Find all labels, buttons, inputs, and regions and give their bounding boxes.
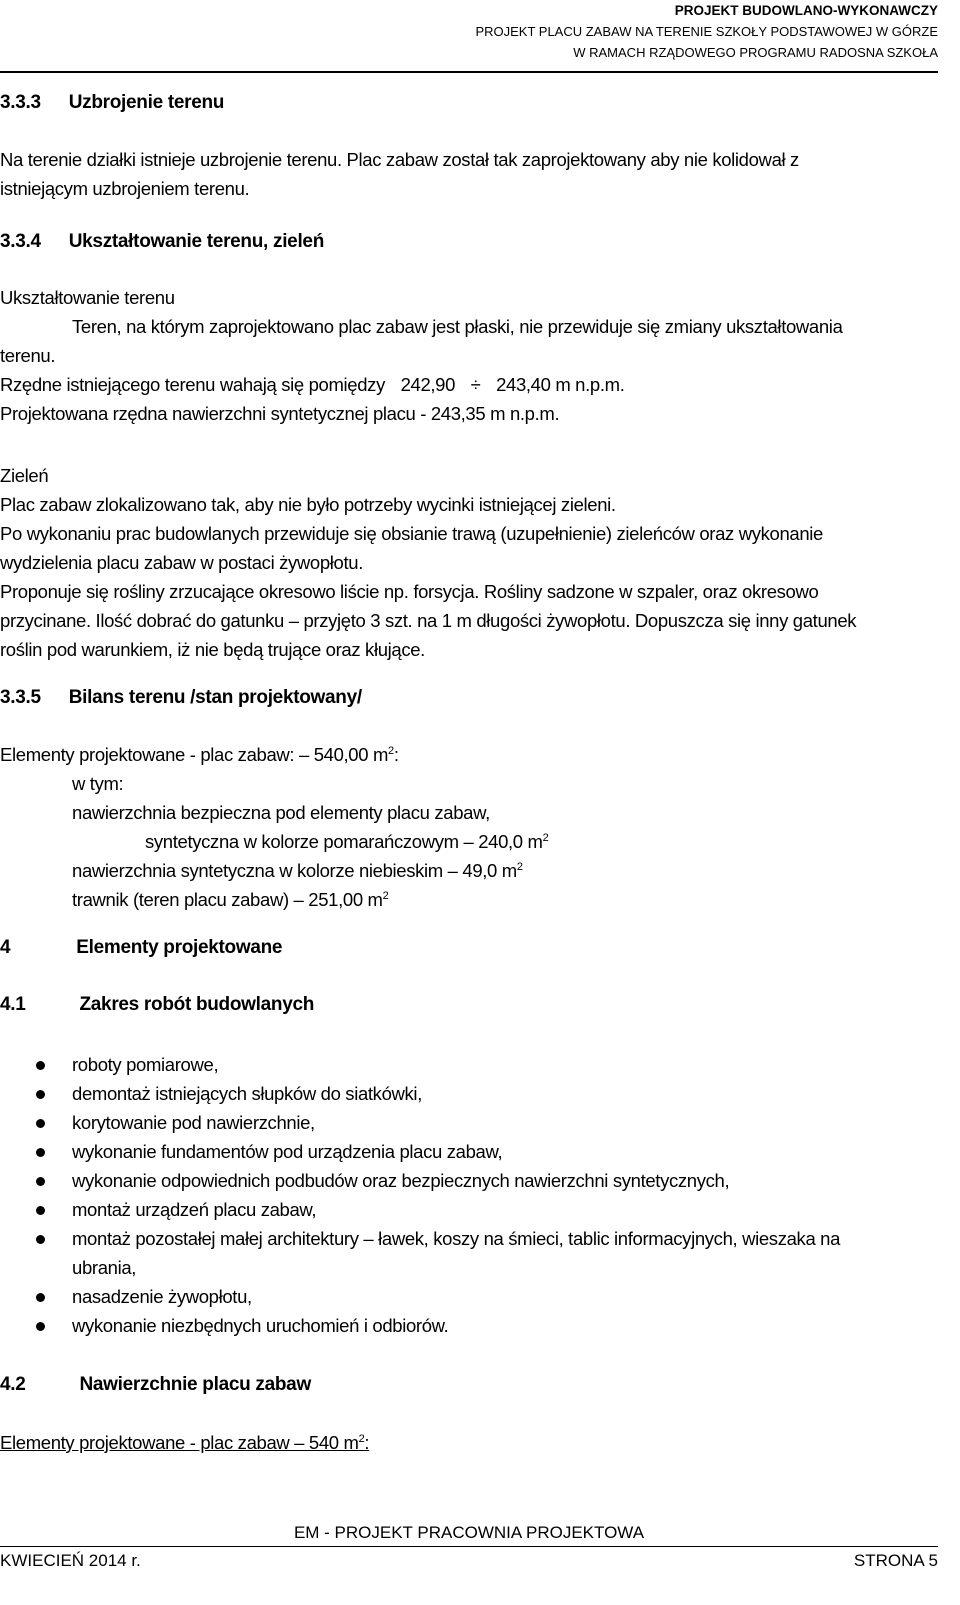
balance-total: Elementy projektowane - plac zabaw: – 540,00 $m^2$: (0, 744, 399, 765)
section-3-3-4-body (0, 283, 940, 664)
list-item: demontaż istniejących słupków do siatkówki, (0, 1079, 940, 1108)
section-3-3-5-heading (0, 687, 362, 709)
paragraph-line: terenu. (0, 345, 56, 366)
paragraph-line: istniejącym uzbrojeniem terenu. (0, 178, 250, 199)
footer-page-number: STRONA 5 (853, 1551, 938, 1570)
section-number: 4.1 (0, 994, 26, 1015)
bullet-icon (36, 1206, 45, 1215)
list-item: nasadzenie żywopłotu, (0, 1282, 940, 1311)
paragraph-line: Teren, na którym zaprojektowano plac zabaw jest płaski, nie przewiduje się zmiany ukształtowania (72, 316, 843, 337)
land-balance (0, 740, 940, 914)
paragraph-line: przycinane. Ilość dobrać do gatunku – przyjęto 3 szt. na 1 m długości żywopłotu. Dopuszcza się inny gatunek (0, 610, 857, 631)
header-line-1: PROJEKT BUDOWLANO-WYKONAWCZY (674, 3, 938, 18)
works-list (0, 1050, 940, 1340)
header-divider (0, 71, 938, 73)
balance-item: syntetyczna w kolorze pomarańczowym – 240,0 $m^2$ (145, 831, 549, 852)
section-title: Ukształtowanie terenu, zieleń (68, 231, 324, 252)
list-item: wykonanie odpowiednich podbudów oraz bezpiecznych nawierzchni syntetycznych, (0, 1166, 940, 1195)
bullet-icon (36, 1061, 45, 1070)
paragraph-line: Po wykonaniu prac budowlanych przewiduje się obsianie trawą (uzupełnienie) zieleńców oraz wykonanie (0, 523, 823, 544)
section-number: 3.3.4 (0, 231, 41, 252)
bullet-icon (36, 1322, 45, 1331)
footer-company: EM - PROJEKT PRACOWNIA PROJEKTOWA (293, 1523, 645, 1542)
section-4-heading (0, 937, 282, 959)
list-item: wykonanie niezbędnych uruchomień i odbiorów. (0, 1311, 940, 1340)
paragraph-line: Proponuje się rośliny zrzucające okresowo liście np. forsycja. Rośliny sadzone w szpaler, oraz okresowo (0, 581, 819, 602)
paragraph-line: wydzielenia placu zabaw w postaci żywopłotu. (0, 552, 364, 573)
surfaces-summary: Elementy projektowane - plac zabaw – 540 $m^2$: (0, 1432, 370, 1453)
page-header (475, 0, 938, 63)
balance-item: nawierzchnia syntetyczna w kolorze niebieskim – 49,0 $m^2$ (72, 860, 523, 881)
paragraph-line: Projektowana rzędna nawierzchni syntetycznej placu - 243,35 m n.p.m. (0, 403, 560, 424)
paragraph-line: Na terenie działki istnieje uzbrojenie terenu. Plac zabaw został tak zaprojektowany aby nie kolidował z (0, 149, 799, 170)
section-number: 4 (0, 937, 11, 958)
footer-divider (0, 1546, 938, 1547)
list-item: roboty pomiarowe, (0, 1050, 940, 1079)
bullet-icon (36, 1177, 45, 1186)
section-title: Uzbrojenie terenu (68, 92, 225, 113)
bullet-icon (36, 1148, 45, 1157)
list-item: montaż urządzeń placu zabaw, (0, 1195, 940, 1224)
list-item: wykonanie fundamentów pod urządzenia placu zabaw, (0, 1137, 940, 1166)
footer-date: KWIECIEŃ 2014 r. (0, 1551, 141, 1570)
subheading-greenery: Zieleń (0, 465, 49, 486)
paragraph-line: roślin pod warunkiem, iż nie będą trujące oraz kłujące. (0, 639, 425, 660)
section-number: 3.3.5 (0, 687, 41, 708)
section-title: Nawierzchnie placu zabaw (79, 1374, 311, 1395)
section-number: 4.2 (0, 1374, 26, 1395)
section-number: 3.3.3 (0, 92, 41, 113)
section-4-2-heading (0, 1374, 311, 1396)
balance-item: trawnik (teren placu zabaw) – 251,00 $m^2$ (72, 889, 389, 910)
bullet-icon (36, 1090, 45, 1099)
section-title: Bilans terenu /stan projektowany/ (68, 687, 362, 708)
section-3-3-3-paragraph (0, 145, 940, 203)
list-item: montaż pozostałej małej architektury – ławek, koszy na śmieci, tablic informacyjnych, wieszaka na ubrania, (0, 1224, 940, 1282)
section-4-1-heading (0, 994, 314, 1016)
section-3-3-4-heading (0, 231, 324, 253)
balance-wtym: w tym: (72, 773, 124, 794)
subheading-terrain: Ukształtowanie terenu (0, 287, 175, 308)
bullet-icon (36, 1119, 45, 1128)
section-title: Zakres robót budowlanych (79, 994, 315, 1015)
bullet-icon (36, 1235, 45, 1244)
header-line-3: W RAMACH RZĄDOWEGO PROGRAMU RADOSNA SZKOŁA (573, 45, 938, 60)
paragraph-line: Plac zabaw zlokalizowano tak, aby nie było potrzeby wycinki istniejącej zieleni. (0, 494, 616, 515)
bullet-icon (36, 1293, 45, 1302)
elevation-range: Rzędne istniejącego terenu wahają się pomiędzy 242,90 ÷ 243,40 m n.p.m. (0, 374, 625, 395)
section-title: Elementy projektowane (76, 937, 283, 958)
list-item: korytowanie pod nawierzchnie, (0, 1108, 940, 1137)
header-line-2: PROJEKT PLACU ZABAW NA TERENIE SZKOŁY PODSTAWOWEJ W GÓRZE (475, 24, 938, 39)
section-3-3-3-heading (0, 92, 224, 114)
balance-item: nawierzchnia bezpieczna pod elementy placu zabaw, (72, 802, 490, 823)
